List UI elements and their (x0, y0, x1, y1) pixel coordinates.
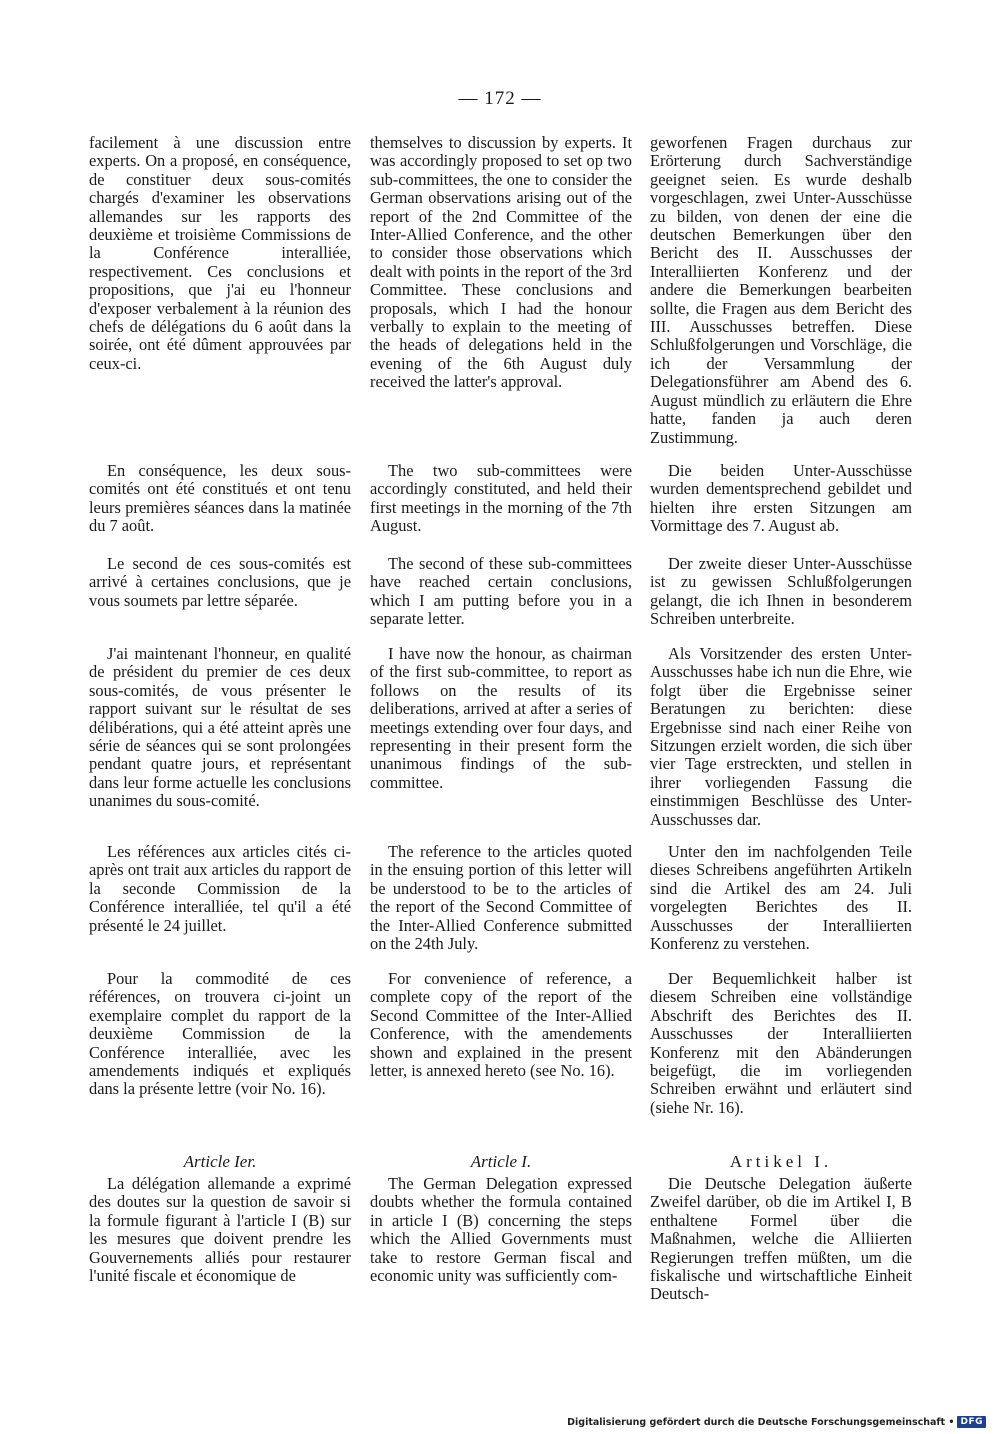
french-paragraph-2: En conséquence, les deux sous-comités ont été constitués et ont tenu leurs premières séances dans la matinée du 7 août. (89, 461, 351, 536)
french-paragraph-5: Les références aux articles cités ci-après ont trait aux articles du rapport de la seconde Commission de la Conférence interalliée, tel qu'il a été présenté le 24 juillet. (89, 842, 351, 935)
french-paragraph-3: Le second de ces sous-comités est arrivé à certaines conclusions, que je vous soumets par lettre séparée. (89, 554, 351, 610)
french-paragraph-6: Pour la commodité de ces références, on trouvera ci-joint un exemplaire complet du rapport de la deuxième Commission de la Conférence interalliée, avec les amendements indiqués et expliqués dans la présente lettre (voir No. 16). (89, 969, 351, 1099)
german-paragraph-6: Der Bequemlichkeit halber ist diesem Schreiben eine vollständige Abschrift des Berichtes des II. Ausschusses der Interalliierten Konferenz mit den Abänderungen beigefügt, die im vorliegenden Schreiben erwähnt und erläutert sind (siehe Nr. 16). (650, 969, 912, 1117)
german-article-text: Die Deutsche Delegation äußerte Zweifel darüber, ob die im Artikel I, B enthaltene Formel über die Maßnahmen, welche die Alliierten Regierungen treffen müßten, um die fiskalische und wirtschaftliche Einheit Deutsch- (650, 1174, 912, 1304)
french-article-heading: Article Ier. (183, 1152, 257, 1171)
german-paragraph-5: Unter den im nachfolgenden Teile dieses Schreibens angeführten Artikeln sind die Artikel des am 24. Juli vorgelegten Berichtes des II. Ausschusses der Interalliierten Konferenz zu verstehen. (650, 842, 912, 954)
french-paragraph-4: J'ai maintenant l'honneur, en qualité de président du premier de ces deux sous-comités, de vous présenter le rapport suivant sur le résultat de ses délibérations, qui a été atteint après une série de séances qui se sont prolongées pendant quatre jours, et représentant dans leur forme actuelle les conclusions unanimes du sous-comité. (89, 644, 351, 811)
english-paragraph-2: The two sub-committees were accordingly constituted, and held their first meetings in the morning of the 7th August. (370, 461, 632, 536)
footer-text: Digitalisierung gefördert durch die Deutsche Forschungsgemeinschaft • (567, 1416, 955, 1428)
french-paragraph-1: facilement à une discussion entre experts. On a proposé, en conséquence, de constituer deux sous-comités chargés d'examiner les observations allemandes sur les rapports des deuxième et troisième Commissions de la Conférence interalliée, respectivement. Ces conclusions et propositions, que j'ai eu l'honneur d'exposer verbalement à la réunion des chefs de délégations du 6 août dans la soirée, ont été dûment approuvées par ceux-ci. (89, 133, 351, 373)
page-number: — 172 — (458, 88, 542, 109)
english-article-text: The German Delegation expressed doubts whether the formula contained in article I (B) concerning the steps which the Allied Governments must take to restore German fiscal and economic unity was sufficiently com- (370, 1174, 632, 1286)
german-paragraph-4: Als Vorsitzender des ersten Unter-Ausschusses habe ich nun die Ehre, wie folgt über die Ergebnisse seiner Beratungen zu berichten: diese Ergebnisse sind nach einer Reihe von Sitzungen erzielt worden, die sich über vier Tage erstreckten, und stellen in ihrer vorliegenden Fassung die einstimmigen Beschlüsse des Unter-Ausschusses dar. (650, 644, 912, 829)
german-paragraph-1: geworfenen Fragen durchaus zur Erörterung durch Sachverständige geeignet seien. Es wurde deshalb vorgeschlagen, zwei Unter-Ausschüsse zu bilden, von denen der eine die deutschen Bemerkungen über den Bericht des II. Ausschusses der Interalliierten Konferenz und der andere die Bemerkungen bearbeiten sollte, die Fragen aus dem Bericht des III. Ausschusses betreffen. Diese Schlußfolgerungen und Vorschläge, die ich der Versammlung der Delegationsführer am Abend des 6. August mündlich zu erläutern die Ehre hatte, fanden ja auch deren Zustimmung. (650, 133, 912, 447)
german-paragraph-3: Der zweite dieser Unter-Ausschüsse ist zu gewissen Schlußfolgerungen gelangt, die ich Ihnen in besonderem Schreiben unterbreite. (650, 554, 912, 629)
digitization-footer (567, 1416, 986, 1428)
english-paragraph-5: The reference to the articles quoted in the ensuing portion of this letter will be understood to be to the articles of the report of the Second Committee of the Inter-Allied Conference submitted on the 24th July. (370, 842, 632, 954)
english-paragraph-3: The second of these sub-committees have reached certain conclusions, which I am putting before you in a separate letter. (370, 554, 632, 629)
english-paragraph-4: I have now the honour, as chairman of the first sub-committee, to report as follows on the results of its deliberations, arrived at after a series of meetings extending over four days, and representing in their present form the unanimous findings of the sub-committee. (370, 644, 632, 792)
dfg-logo: DFG (957, 1416, 986, 1428)
german-article-heading: Artikel I. (729, 1152, 833, 1171)
english-article-heading: Article I. (470, 1152, 532, 1171)
german-paragraph-2: Die beiden Unter-Ausschüsse wurden dementsprechend gebildet und hielten ihre ersten Sitzungen am Vormittage des 7. August ab. (650, 461, 912, 536)
english-paragraph-1: themselves to discussion by experts. It was accordingly proposed to set op two sub-committees, the one to consider the German observations arising out of the report of the 2nd Committee of the Inter-Allied Conference, and the other to consider those observations which dealt with points in the report of the 3rd Committee. These conclusions and proposals, which I had the honour verbally to explain to the meeting of the heads of delegations held in the evening of the 6th August duly received the latter's approval. (370, 133, 632, 392)
english-paragraph-6: For convenience of reference, a complete copy of the report of the Second Committee of the Inter-Allied Conference, with the amendements shown and explained in the present letter, is annexed hereto (see No. 16). (370, 969, 632, 1081)
french-article-text: La délégation allemande a exprimé des doutes sur la question de savoir si la formule figurant à l'article I (B) sur les mesures que doivent prendre les Gouvernements alliés pour restaurer l'unité fiscale et économique de (89, 1174, 351, 1286)
